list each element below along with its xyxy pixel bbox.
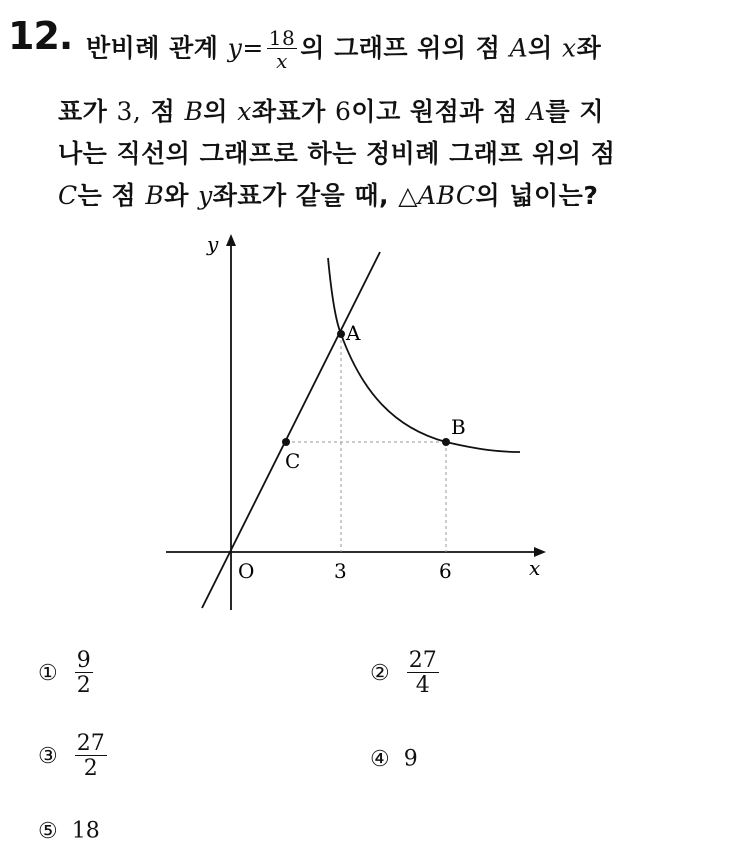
choice-1[interactable] [38,650,96,697]
choice-value: 9 [403,746,418,772]
fraction-numerator: 9 [76,648,91,673]
tick-3-label: 3 [334,559,347,583]
x-axis-label: x [529,556,541,580]
origin-label: O [238,559,255,583]
choice-marker: ① [38,661,58,686]
text: 좌표가 같을 때, [212,181,390,210]
point-c-label: C [58,181,78,210]
text: 를 지 [545,97,605,126]
fraction-denominator: 4 [415,673,430,698]
choice-marker: ⑤ [38,818,58,844]
point-c [282,438,290,446]
choice-fraction [407,650,439,697]
equals-sign: = [242,33,264,63]
text: 이고 원점과 점 [351,97,518,126]
point-b [442,438,450,446]
fraction-denominator: 2 [83,756,98,781]
number-6: 6 [335,97,352,126]
point-c-text: C [285,449,301,473]
point-a-label: A [526,97,546,126]
var-x: x [237,97,252,126]
point-a-label: A [509,33,529,63]
choice-value: 18 [71,818,100,844]
var-y: y [198,181,213,210]
point-b-text: B [451,415,466,439]
inverse-curve [328,258,520,452]
var-y: y [227,33,243,63]
y-axis-arrow [226,234,236,246]
text: 의 [203,97,229,126]
proportional-line [202,252,380,608]
choice-fraction [75,733,107,780]
choice-marker: ② [370,661,390,686]
point-a-text: A [346,321,361,345]
choice-marker: ④ [370,746,390,772]
var-x: x [562,33,577,63]
y-axis-label: y [207,232,219,256]
text: 의 [528,33,553,63]
triangle-abc: △ABC [398,181,476,210]
point-b-label: B [184,97,204,126]
text: 의 그래프 위의 점 [300,33,501,63]
text: 는 점 [77,181,137,210]
text: 와 [164,181,189,210]
fraction-numerator: 27 [408,648,437,673]
fraction-numerator: 18 [268,26,296,50]
point-a [337,330,345,338]
text: 좌표가 [251,97,326,126]
point-b-label: B [145,181,165,210]
text: 표가 [58,97,108,126]
fraction-denominator: 2 [76,673,91,698]
choice-5[interactable] [38,818,100,844]
fraction-numerator: 27 [76,731,105,756]
tick-6-label: 6 [439,559,452,583]
choice-2[interactable] [370,650,442,697]
number-3: 3, [116,97,142,126]
choice-3[interactable] [38,733,110,780]
text: 반비례 관계 [86,33,219,63]
question-number: 12. [8,14,73,58]
choice-marker: ③ [38,744,58,769]
text: 좌 [576,33,602,63]
fraction-denominator: x [276,49,288,73]
text: 나는 직선의 그래프로 하는 정비례 그래프 위의 점 [58,139,616,168]
choice-fraction [75,650,93,697]
text: 의 넓이는? [475,181,599,210]
text: 점 [150,97,176,126]
choice-4[interactable] [370,746,418,772]
